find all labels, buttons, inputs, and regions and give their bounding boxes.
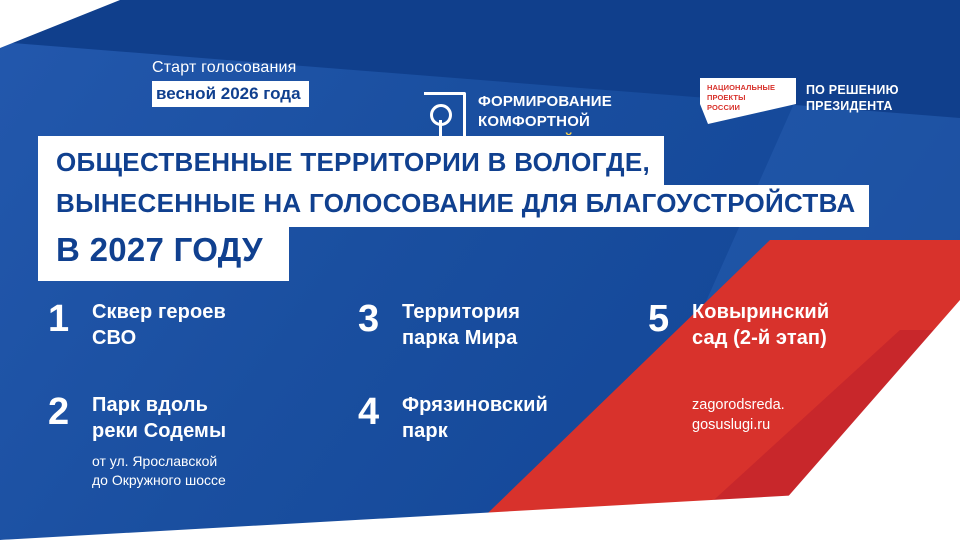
territory-column-2 bbox=[358, 300, 548, 444]
national-projects-ribbon-icon bbox=[700, 78, 796, 124]
item-number: 3 bbox=[358, 298, 380, 340]
item-name-line2: парк bbox=[402, 419, 448, 442]
headline bbox=[38, 136, 908, 281]
item-name bbox=[402, 393, 548, 444]
item-name-line2: сад (2-й этап) bbox=[692, 326, 827, 349]
headline-line2: ВЫНЕСЕННЫЕ НА ГОЛОСОВАНИЕ ДЛЯ БЛАГОУСТРОЙСТВА bbox=[38, 185, 869, 227]
item-name-line2: парка Мира bbox=[402, 326, 518, 349]
territory-column-1 bbox=[48, 300, 226, 490]
list-item bbox=[48, 300, 226, 351]
np-badge-line3: РОССИИ bbox=[707, 103, 740, 113]
item-name bbox=[92, 300, 226, 351]
item-name-line1: Территория bbox=[402, 301, 521, 323]
item-note bbox=[92, 452, 226, 490]
item-name bbox=[92, 393, 226, 444]
np-president-line2: ПРЕЗИДЕНТА bbox=[806, 99, 893, 114]
territory-column-3 bbox=[648, 300, 829, 436]
np-badge-line2: ПРОЕКТЫ bbox=[707, 93, 746, 103]
fks-logo-line2: КОМФОРТНОЙ bbox=[478, 112, 591, 130]
website-url-line1: zagorodsreda. bbox=[692, 397, 785, 414]
item-name-line2: реки Содемы bbox=[92, 419, 227, 442]
vote-start-date: весной 2026 года bbox=[152, 81, 309, 107]
item-name-line1: Сквер героев bbox=[92, 301, 226, 323]
item-name-line1: Парк вдоль bbox=[92, 394, 208, 417]
item-name-line1: Фрязиновский bbox=[402, 394, 548, 417]
item-number: 1 bbox=[48, 298, 70, 340]
list-item bbox=[648, 300, 829, 351]
item-number: 5 bbox=[648, 298, 670, 340]
item-name-line1: Ковыринский bbox=[692, 301, 830, 323]
item-name bbox=[402, 300, 520, 351]
item-note-line1: от ул. Ярославской bbox=[92, 453, 218, 470]
item-number: 4 bbox=[358, 391, 380, 434]
item-note-line2: до Окружного шоссе bbox=[92, 472, 226, 489]
list-item bbox=[358, 300, 548, 351]
item-name-line2: СВО bbox=[92, 326, 137, 349]
item-name bbox=[692, 300, 829, 351]
list-item bbox=[358, 393, 548, 444]
website-url-line2: gosuslugi.ru bbox=[692, 417, 771, 434]
vote-start-block bbox=[152, 58, 309, 107]
poster-header bbox=[0, 42, 960, 130]
headline-line1: ОБЩЕСТВЕННЫЕ ТЕРРИТОРИИ В ВОЛОГДЕ, bbox=[38, 136, 664, 185]
np-president-text bbox=[806, 82, 899, 115]
np-badge-line1: НАЦИОНАЛЬНЫЕ bbox=[707, 83, 776, 92]
website-url[interactable] bbox=[692, 395, 829, 436]
np-president-line1: ПО РЕШЕНИЮ bbox=[806, 83, 899, 97]
national-projects-logo bbox=[700, 78, 899, 124]
vote-start-line1: Старт голосования bbox=[152, 59, 297, 76]
headline-line3: В 2027 ГОДУ bbox=[38, 227, 289, 281]
item-number: 2 bbox=[48, 391, 70, 434]
list-item bbox=[48, 393, 226, 444]
fks-logo-line1: ФОРМИРОВАНИЕ bbox=[478, 93, 612, 110]
